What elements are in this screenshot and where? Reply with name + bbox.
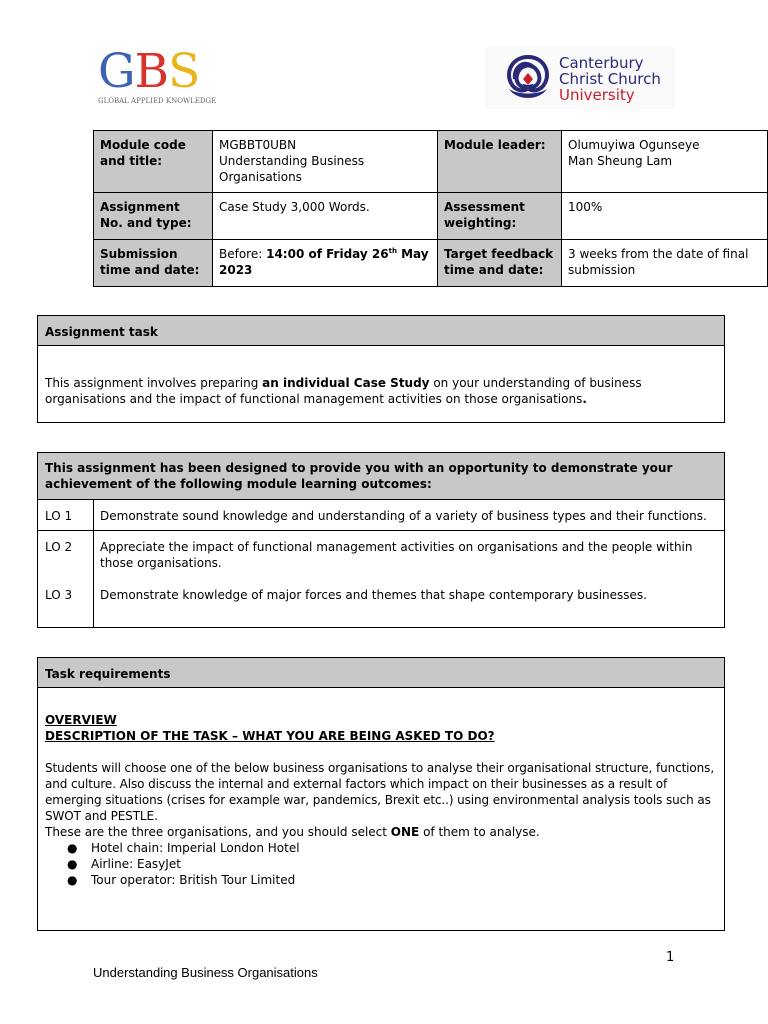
cccu-name-line3: University (559, 86, 635, 104)
bullet-icon: ● (67, 873, 78, 887)
lo-text-1: Demonstrate sound knowledge and understanding of a variety of business types and their functions. (100, 509, 707, 523)
module-leader-name-2: Man Sheung Lam (568, 154, 673, 168)
submission-prefix: Before: (219, 247, 267, 261)
lo-code-3: LO 3 (45, 588, 73, 602)
task-description-heading: DESCRIPTION OF THE TASK – WHAT YOU ARE BEING ASKED TO DO? (45, 729, 495, 743)
lo-text-3: Demonstrate knowledge of major forces and themes that shape contemporary businesses. (100, 588, 647, 602)
info-row-submission (94, 240, 768, 287)
assessment-weighting-value: 100% (562, 193, 768, 240)
footer-title: Understanding Business Organisations (93, 965, 318, 980)
cccu-emblem-icon (495, 49, 561, 109)
list-item: ● Airline: EasyJet (67, 857, 181, 871)
gbs-logo-text: GBS (98, 44, 200, 99)
bullet-icon: ● (67, 841, 78, 855)
lo-code-1: LO 1 (45, 509, 73, 523)
submission-date-value (213, 240, 438, 287)
cccu-name-line1: Canterbury (559, 54, 644, 72)
module-leader-label: Module leader: (438, 131, 562, 193)
module-leader-value (562, 131, 768, 193)
module-code: MGBBT0UBN (219, 138, 297, 152)
task-requirements-header: Task requirements (38, 658, 724, 688)
submission-date-label: Submission time and date: (94, 240, 213, 287)
module-title: Understanding Business Organisations (219, 154, 365, 184)
info-row-module (94, 131, 768, 193)
info-row-assignment (94, 193, 768, 240)
learning-outcomes-box (37, 452, 725, 628)
assessment-weighting-label: Assessment weighting: (438, 193, 562, 240)
assignment-task-text: This assignment involves preparing an individual Case Study on your understanding of business organisations and the impact of functional management activities on those organisations. (45, 376, 642, 406)
module-info-table (93, 130, 768, 287)
learning-outcomes-header: This assignment has been designed to provide you with an opportunity to demonstrate your achievement of the following module learning outcomes: (38, 453, 724, 500)
organisation-list (45, 840, 717, 888)
lo-text-2: Appreciate the impact of functional management activities on organisations and the people within those organisations. (100, 540, 693, 570)
module-leader-name-1: Olumuyiwa Ogunseye (568, 138, 700, 152)
feedback-date-label: Target feedback time and date: (438, 240, 562, 287)
assignment-task-header: Assignment task (38, 316, 724, 346)
list-item: ● Hotel chain: Imperial London Hotel (67, 841, 300, 855)
assignment-type-label: Assignment No. and type: (94, 193, 213, 240)
cccu-name-line2: Christ Church (559, 70, 661, 88)
gbs-logo-subtitle: GLOBAL APPLIED KNOWLEDGE (98, 97, 217, 105)
cccu-logo (485, 47, 675, 109)
submission-day-suffix: th (388, 247, 397, 255)
module-code-label: Module code and title: (94, 131, 213, 193)
submission-time: 14:00 of Friday 26 (266, 247, 389, 261)
select-instruction: These are the three organisations, and you should select ONE of them to analyse. (45, 825, 540, 839)
assignment-type-value: Case Study 3,000 Words. (213, 193, 438, 240)
lo-row-1 (38, 500, 724, 531)
lo-code-2: LO 2 (45, 540, 73, 554)
gbs-logo (98, 44, 222, 110)
task-requirements-box (37, 657, 725, 931)
module-code-value (213, 131, 438, 193)
list-item: ● Tour operator: British Tour Limited (67, 873, 296, 887)
submission-month-year: May 2023 (219, 247, 429, 277)
assignment-task-box (37, 315, 725, 423)
task-description-paragraph: Students will choose one of the below business organisations to analyse their organisational structure, functions, and culture. Also discuss the internal and external factors which impact on their businesses as a result of emerging situations (crises for example war, pandemics, Brexit etc..) using environmental analysis tools such as SWOT and PESTLE. (45, 761, 715, 823)
page-number: 1 (666, 950, 675, 965)
bullet-icon: ● (67, 857, 78, 871)
overview-heading: OVERVIEW (45, 713, 117, 727)
feedback-date-value: 3 weeks from the date of final submission (562, 240, 768, 287)
